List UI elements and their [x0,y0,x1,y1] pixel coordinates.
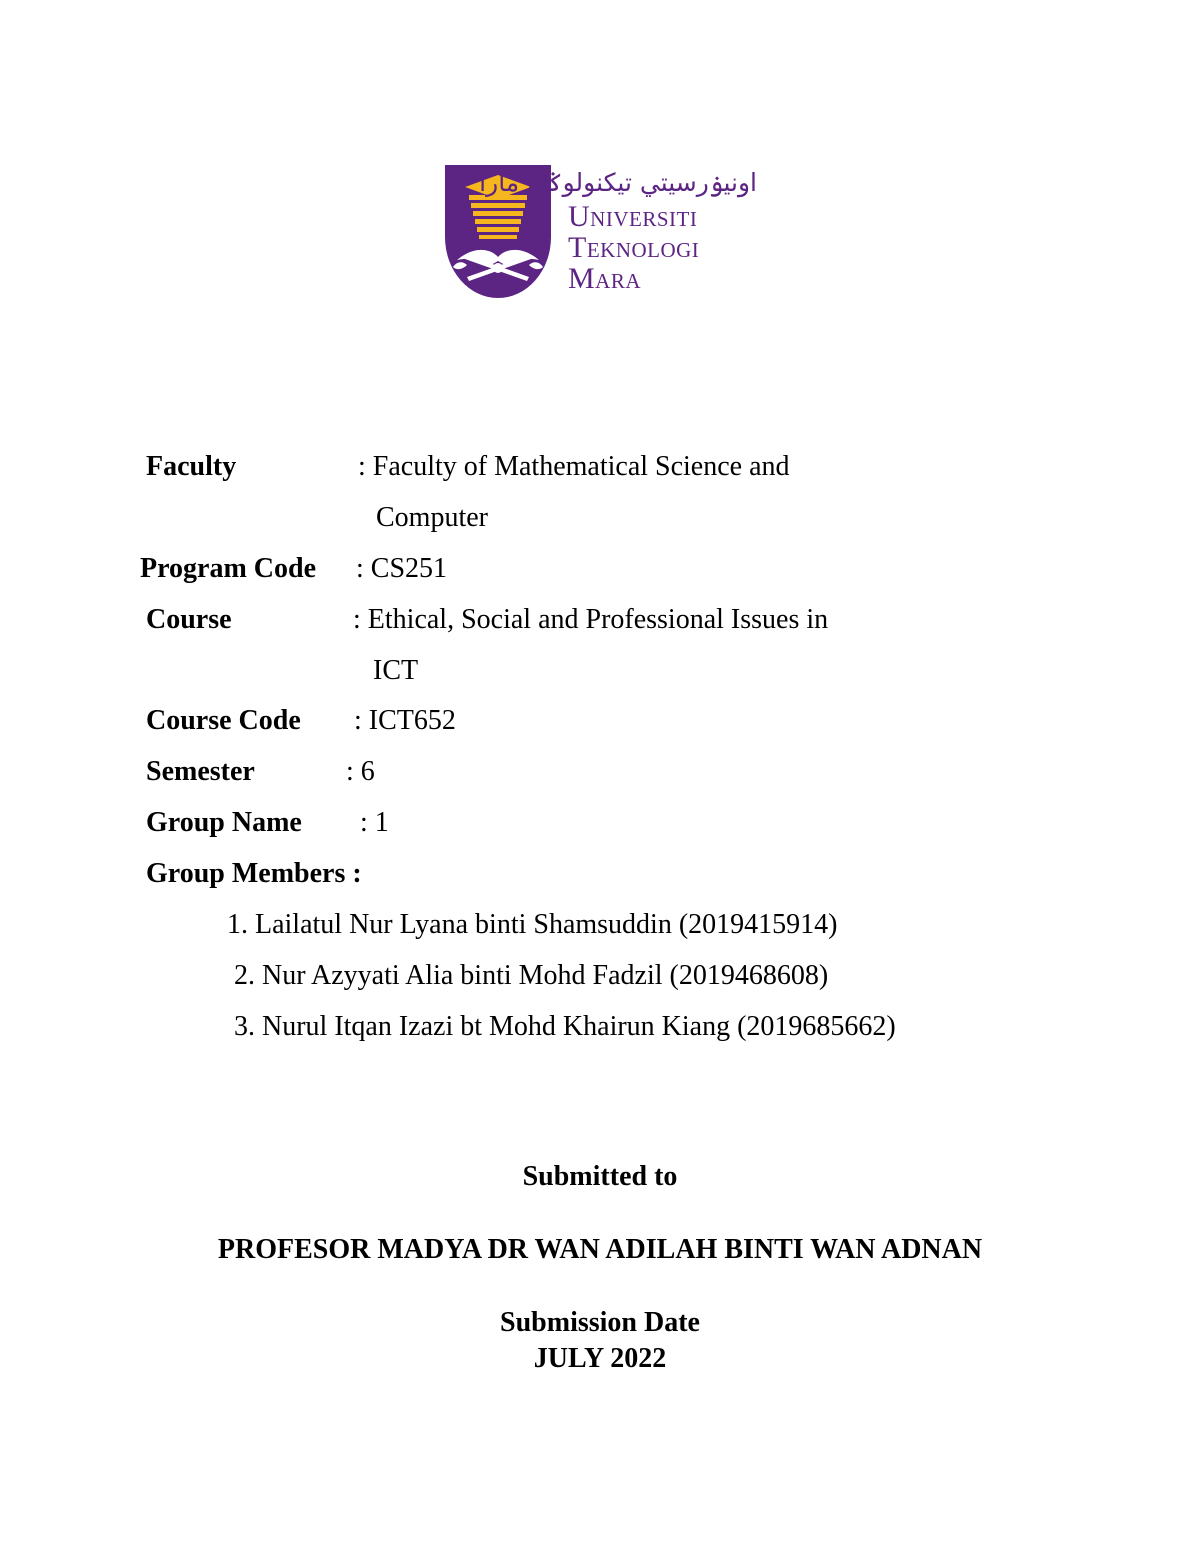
logo-arabic-text: اونيۏرسيتي تيكنولوݢي مارا [479,168,757,197]
logo-text-universiti: Universiti [568,200,698,233]
program-code-label: Program Code [140,553,316,584]
logo-text-teknologi: Teknologi [568,231,700,264]
course-value-continued: ICT [373,655,419,686]
lecturer-name: PROFESOR MADYA DR WAN ADILAH BINTI WAN ADNAN [217,1234,983,1265]
submission-date: JULY 2022 [533,1343,667,1374]
uitm-logo [445,165,760,300]
course-value: : Ethical, Social and Professional Issues in [353,604,829,635]
group-name-label: Group Name [146,807,302,838]
group-members-label: Group Members : [146,858,362,889]
member-item: 1. Lailatul Nur Lyana binti Shamsuddin (2019415914) [227,909,838,940]
logo-text-mara: Mara [568,262,642,295]
course-code-label: Course Code [146,705,301,736]
semester-label: Semester [146,756,255,787]
program-code-value: : CS251 [356,553,448,584]
group-name-value: : 1 [360,807,389,838]
faculty-label: Faculty [146,451,237,482]
member-item: 2. Nur Azyyati Alia binti Mohd Fadzil (2019468608) [234,960,829,991]
faculty-value-continued: Computer [376,502,488,533]
course-code-value: : ICT652 [354,705,456,736]
submission-date-label: Submission Date [500,1307,700,1338]
member-item: 3. Nurul Itqan Izazi bt Mohd Khairun Kiang (2019685662) [234,1011,896,1042]
semester-value: : 6 [346,756,375,787]
course-label: Course [146,604,232,635]
submitted-to-label: Submitted to [522,1161,678,1192]
faculty-value: : Faculty of Mathematical Science and [358,451,790,482]
